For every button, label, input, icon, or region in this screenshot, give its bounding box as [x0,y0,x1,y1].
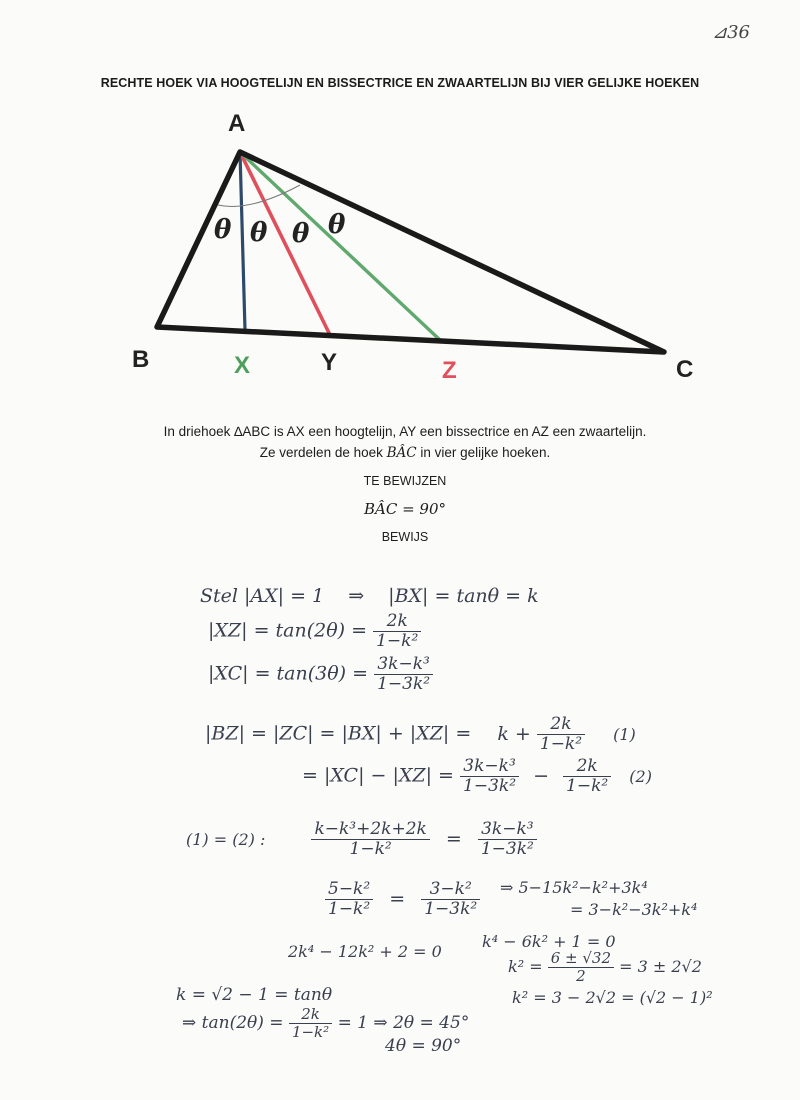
proof-line-6 [186,820,537,859]
proof-line-9-fraction: $\frac{6 \pm √32}{2}$ [548,950,614,985]
to-prove-heading: TE BEWIJZEN [363,474,447,488]
proof-line-7-fraction-1: $\frac{\text{5−k²}}{\text{1−k²}}$ [325,880,373,919]
theta-label-1: θ [214,215,232,245]
proof-line-6-lhs: (1) = (2) : [186,829,266,849]
proof-line-13: 4θ = 90° [385,1036,462,1056]
proof-line-2-lhs: |XZ| = tan(2θ) = [208,619,368,642]
proof-line-1-a: Stel |AX| = 1 [200,585,325,607]
proof-line-7-fraction-2: $\frac{\text{3−k²}}{\text{1−3k²}}$ [421,880,480,919]
theta-label-4: θ [328,210,346,240]
theta-label-2: θ [250,218,268,248]
proof-line-5 [302,757,652,796]
caption-angle: BÂC [386,445,417,461]
proof-line-8-b: k⁴ − 6k² + 1 = 0 [482,932,616,951]
foot-x-label: X [234,352,251,379]
proof-line-6-fraction-1: $\frac{\text{k−k³+2k+2k}}{\text{1−k²}}$ [311,820,429,859]
vertex-b-label: B [132,346,150,373]
proof-line-3-lhs: |XC| = tan(3θ) = [208,662,369,685]
proof-line-4-fraction: $\frac{2k}{\text{1−k²}}$ [537,715,585,754]
proof-line-9-post: = 3 ± 2√2 [619,956,702,976]
proof-line-4-k: k + [497,722,531,745]
proof-line-1-arrow: ⇒ [348,585,365,607]
proof-line-7-eq: = [389,887,406,910]
vertex-a-label: A [228,110,246,137]
proof-line-6-eq: = [445,827,462,850]
proof-line-4-lhs: |BZ| = |ZC| = |BX| + |XZ| = [205,722,472,745]
proof-line-12-post: = 1 ⇒ 2θ = 45° [337,1012,470,1033]
proof-line-10: k² = 3 − 2√2 = (√2 − 1)² [512,988,713,1007]
proof-line-5-fraction-1: $\frac{\text{3k−k³}}{\text{1−3k²}}$ [460,757,519,796]
proof-line-3 [208,655,433,694]
proof-line-2-fraction: $\frac{2k}{\text{1−k²}}$ [373,612,421,651]
to-prove-statement: BÂC = 90° [363,500,447,518]
proof-heading: BEWIJS [381,530,429,544]
proof-line-12-pre: ⇒ tan(2θ) = [182,1012,284,1033]
proof-line-5-lhs: = |XC| − |XZ| = [302,764,454,787]
proof-line-1-b: |BX| = tanθ = k [388,585,539,607]
theta-label-3: θ [292,219,310,249]
proof-line-12-fraction: $\frac{2k}{\text{1−k²}}$ [289,1006,332,1041]
altitude-ax [240,152,245,330]
proof-line-5-fraction-2: $\frac{2k}{\text{1−k²}}$ [563,757,611,796]
caption-line-2-suffix: in vier gelijke hoeken. [416,445,551,460]
proof-line-9 [508,950,702,985]
proof-line-7-rhs-1: ⇒ 5−15k²−k²+3k⁴ [500,878,648,897]
caption-line-1: In driehoek ∆ABC is AX een hoogtelijn, AY een bissectrice en AZ een zwaartelijn. [163,424,647,439]
proof-line-7-rhs-2: = 3−k²−3k²+k⁴ [570,900,698,919]
caption-line-2-prefix: Ze verdelen de hoek [259,445,387,460]
proof-line-7 [325,880,480,919]
caption-line-2 [0,445,800,461]
foot-y-label: Y [321,349,338,376]
foot-z-label: Z [442,357,457,384]
triangle-figure [0,100,800,390]
proof-line-8-a: 2k⁴ − 12k² + 2 = 0 [288,942,442,961]
proof-line-5-minus: − [533,764,549,787]
proof-line-9-pre: k² = [508,956,543,976]
proof-line-5-tag: (2) [629,766,652,786]
proof-line-11: k = √2 − 1 = tanθ [176,985,333,1005]
proof-line-2 [208,612,421,651]
vertex-c-label: C [676,356,694,383]
page-number: ⊿36 [712,22,750,43]
proof-line-4-tag: (1) [613,724,636,744]
median-az [240,152,440,340]
proof-line-6-fraction-2: $\frac{\text{3k−k³}}{\text{1−3k²}}$ [478,820,537,859]
proof-line-1 [200,585,539,607]
proof-line-4 [205,715,636,754]
triangle-abc [157,152,664,352]
page-title: RECHTE HOEK VIA HOOGTELIJN EN BISSECTRICE EN ZWAARTELIJN BIJ VIER GELIJKE HOEKEN [100,76,700,90]
proof-line-3-fraction: $\frac{\text{3k−k³}}{\text{1−3k²}}$ [374,655,433,694]
